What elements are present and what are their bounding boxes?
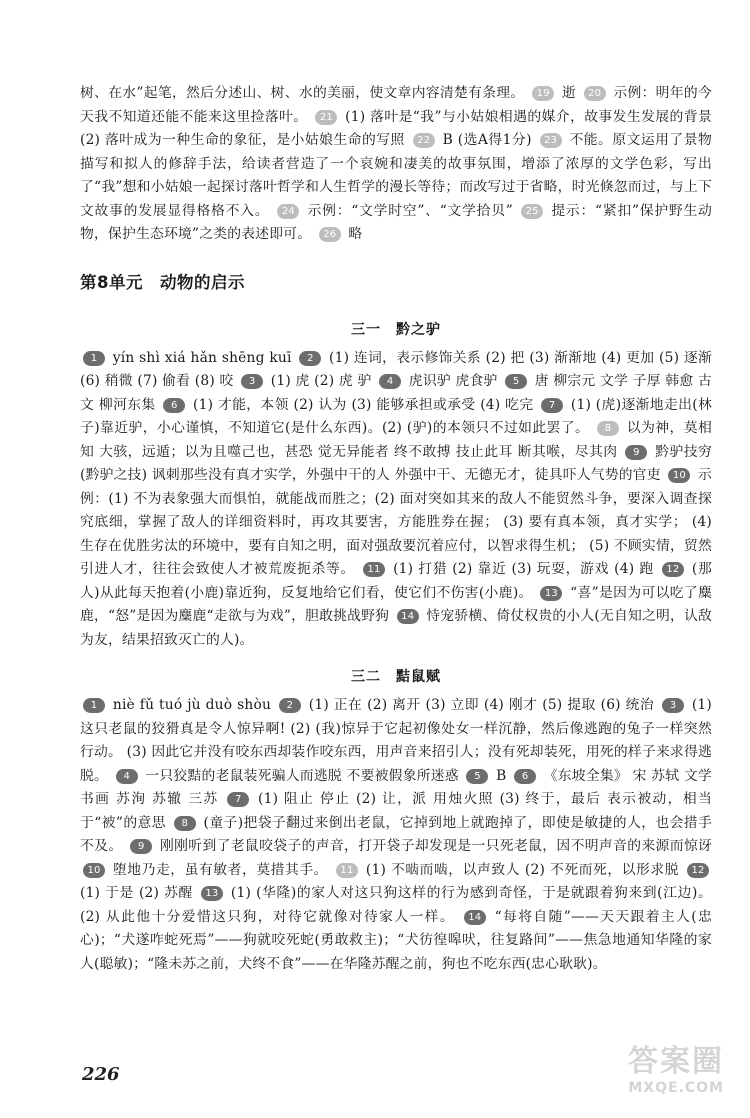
question-number-badge: 11 — [336, 863, 358, 878]
question-number-badge: 5 — [466, 769, 488, 784]
question-number-badge: 10 — [83, 863, 105, 878]
question-number-badge: 6 — [514, 769, 536, 784]
question-number-badge: 23 — [540, 133, 562, 148]
question-number-badge: 14 — [464, 910, 486, 925]
question-number-badge: 6 — [163, 398, 185, 413]
question-number-badge: 3 — [662, 698, 684, 713]
question-number-badge: 24 — [277, 204, 299, 219]
page-content — [80, 82, 712, 976]
unit-title: 第8单元 动物的启示 — [80, 272, 245, 292]
question-number-badge: 20 — [584, 86, 606, 101]
lesson-title-qian-zhi-lv: 三一 黔之驴 — [351, 321, 441, 338]
page-number: 226 — [82, 1064, 120, 1085]
question-number-badge: 3 — [241, 374, 263, 389]
watermark-url: MXQE.COM — [628, 1080, 724, 1096]
question-number-badge: 4 — [379, 374, 401, 389]
question-number-badge: 21 — [315, 110, 337, 125]
question-number-badge: 13 — [201, 886, 223, 901]
watermark-text: 答案圈 — [628, 1044, 724, 1079]
question-number-badge: 9 — [625, 445, 647, 460]
question-number-badge: 25 — [521, 204, 543, 219]
question-number-badge: 2 — [279, 698, 301, 713]
lesson-title-xia-shu-fu: 三二 黠鼠赋 — [351, 669, 441, 685]
question-number-badge: 8 — [174, 816, 196, 831]
question-number-badge: 9 — [130, 839, 152, 854]
lesson-answers-xia-shu-fu: 1 niè fǔ tuó jù duò shòu 2 (1) 正在 (2) 离开 (3) 立即 (4) 刚才 (5) 提取 (6) 统治 3 (1) 这只老鼠的狡猾真是令人惊异啊! (2) (我)惊异于它起初像处女一样沉静，然后像逃跑的兔子一样突然行动。 (3) 因此它并没有咬东西却装作咬东西，用声音来招引人；没有死却装死，用死的样子来求得逃脱。 4 一只狡黠的老鼠装死骗人而逃脱 不要被假象所迷惑 5 B 6 《东坡全集》 宋 苏轼 文学 书画 苏洵 苏辙 三苏 7 (1) 阻止 停止 (2) 让，派 用烛火照 (3) 终于，最后 表示被动，相当于“被”的意思 8 (童子)把袋子翻过来倒出老鼠，它掉到地上就跑掉了，即使是敏捷的人，也会措手不及。 9 刚刚听到了老鼠咬袋子的声音，打开袋子却发现是一只死老鼠，因不明声音的来源而惊讶 10 堕地乃走，虽有敏者，莫措其手。 11 (1) 不啮而啮，以声致人 (2) 不死而死，以形求脱 12 (1) 于是 (2) 苏醒 13 (1) (华隆)的家人对这只狗这样的行为感到奇怪，于是就跟着狗来到(江边)。 (2) 从此他十分爱惜这只狗，对待它就像对待家人一样。 14 “每将自随”——天天跟着主人(忠心)；“犬遂咋蛇死焉”——狗就咬死蛇(勇敢救主)；“犬彷徨嗥吠，往复路间”——焦急地通知华隆的家人(聪敏)；“隆未苏之前，犬终不食”——在华隆苏醒之前，狗也不吃东西(忠心耿耿)。 — [80, 697, 713, 972]
question-number-badge: 26 — [319, 227, 341, 242]
lesson-answers-qian-zhi-lv: 1 yín shì xiá hǎn shēng kuī 2 (1) 连词，表示修饰关系 (2) 把 (3) 渐渐地 (4) 更加 (5) 逐渐 (6) 稍微 (7) 偷看 (8) 咬 3 (1) 虎 (2) 虎 驴 4 虎识驴 虎食驴 5 唐 柳宗元 文学 子厚 韩愈 古文 柳河东集 6 (1) 才能，本领 (2) 认为 (3) 能够承担或承受 (4) 吃完 7 (1) (虎)逐渐地走出(林子)靠近驴，小心谨慎，不知道它(是什么东西)。(2) (驴)的本领只不过如此罢了。 8 以为神，莫相知 大骇，远遁；以为且噬己也，甚恐 觉无异能者 终不敢搏 技止此耳 断其喉，尽其肉 9 黔驴技穷(黔驴之技) 讽刺那些没有真才实学，外强中干的人 外强中干、无德无才，徒具吓人气势的官吏 10 示例：(1) 不为表象强大而惧怕，就能战而胜之；(2) 面对突如其来的敌人不能贸然斗争，要深入调查探究底细，掌握了敌人的详细资料时，再攻其要害，方能胜券在握； (3) 要有真本领，真才实学； (4) 生存在优胜劣汰的环境中，要有自知之明，面对强敌要沉着应付，以智求得生机； (5) 不顾实情，贸然引进人才，往往会致使人才被荒废扼杀等。 11 (1) 打猎 (2) 靠近 (3) 玩耍，游戏 (4) 跑 12 (那人)从此每天抱着(小鹿)靠近狗，反复地给它们看，使它们不伤害(小鹿)。 13 “喜”是因为可以吃了麋鹿，“怒”是因为麋鹿“走欲与为戏”，胆敢挑战野狗 14 恃宠骄横、倚仗权贵的小人(无自知之明，认敌为友，结果招致灭亡的人)。 — [80, 349, 713, 648]
question-number-badge: 2 — [299, 351, 321, 366]
question-number-badge: 1 — [83, 698, 105, 713]
question-number-badge: 8 — [597, 421, 619, 436]
question-number-badge: 22 — [413, 133, 435, 148]
question-number-badge: 14 — [397, 609, 419, 624]
watermark-logo — [628, 1036, 724, 1096]
question-number-badge: 12 — [662, 562, 684, 577]
question-number-badge: 19 — [532, 86, 554, 101]
continued-answers-paragraph: 树、在水”起笔，然后分述山、树、水的美丽，使文章内容清楚有条理。 19 逝 20 示例：明年的今天我不知道还能不能来这里捡落叶。 21 (1) 落叶是“我”与小姑娘相遇的媒介，故事发生发展的背景 (2) 落叶成为一种生命的象征，是小姑娘生命的写照 22 B (选A得1分) 23 不能。原文运用了景物描写和拟人的修辞手法，给读者营造了一个哀婉和凄美的故事氛围，增添了浓厚的文学色彩，写出了“我”想和小姑娘一起探讨落叶哲学和人生哲学的漫长等待；而改写过于省略，时光倏忽而过，与上下文故事的发展显得格格不入。 24 示例：“文学时空”、“文学拾贝” 25 提示：“紧扣”保护野生动物，保护生态环境”之类的表述即可。 26 略 — [80, 85, 712, 242]
question-number-badge: 7 — [541, 398, 563, 413]
question-number-badge: 5 — [505, 374, 527, 389]
question-number-badge: 10 — [668, 468, 690, 483]
question-number-badge: 1 — [83, 351, 105, 366]
question-number-badge: 7 — [227, 792, 249, 807]
question-number-badge: 12 — [687, 863, 709, 878]
question-number-badge: 11 — [363, 562, 385, 577]
question-number-badge: 4 — [116, 769, 138, 784]
question-number-badge: 13 — [540, 586, 562, 601]
